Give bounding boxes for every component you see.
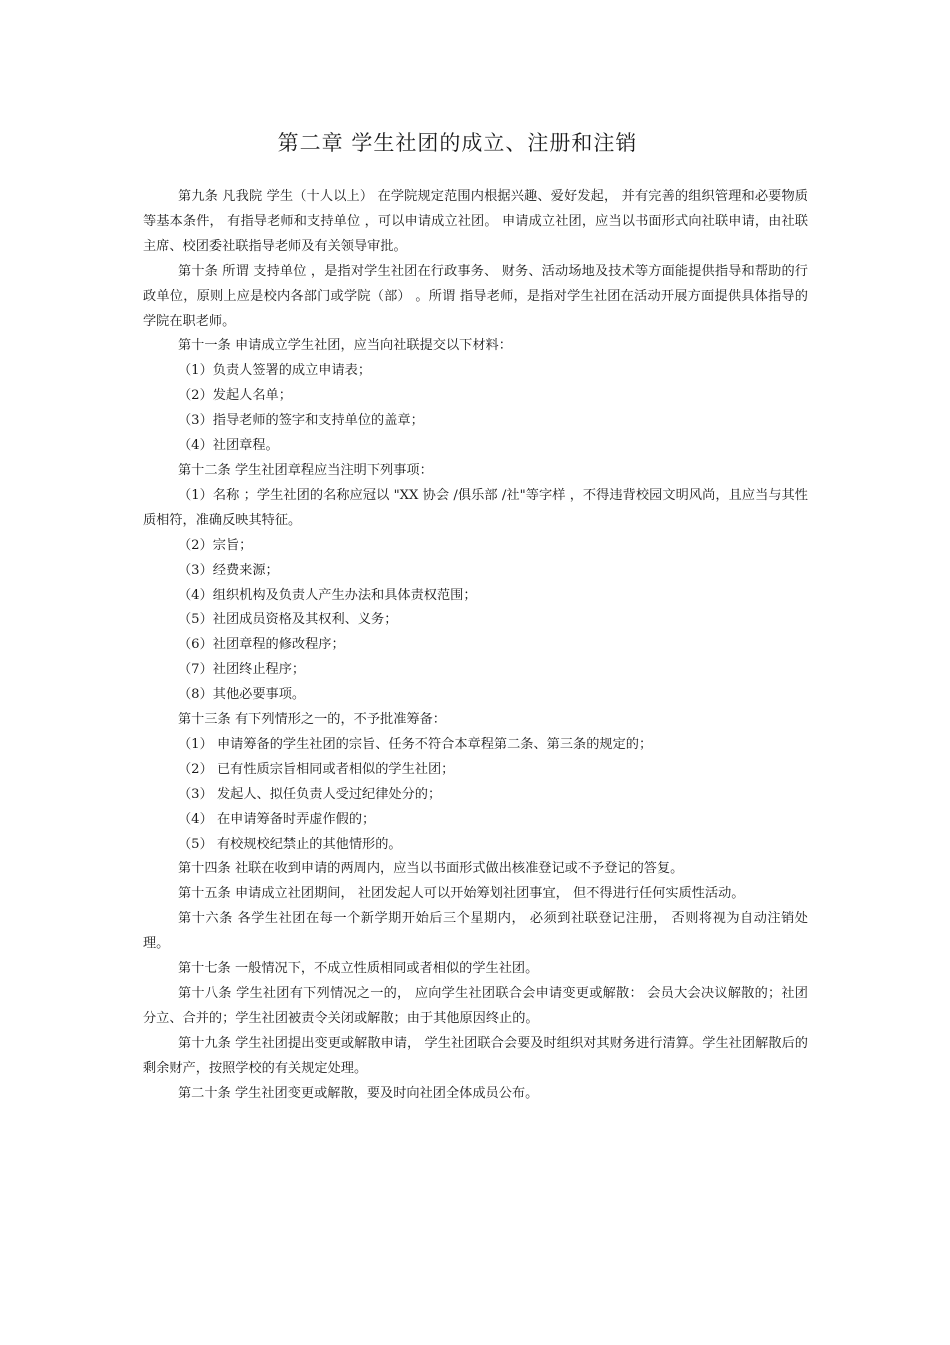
list-item: （4） 在申请筹备时弄虚作假的； <box>178 811 376 827</box>
article-18: 第十八条 学生社团有下列情况之一的， 应向学生社团联合会申请变更或解散： 会员大会决议解散的；社团分立、合并的；学生社团被责令关闭或解散；由于其他原因终止的。 <box>143 986 808 1026</box>
chapter-title: 第二章 学生社团的成立、注册和注销 <box>277 131 638 155</box>
list-item: （3） 发起人、拟任负责人受过纪律处分的； <box>178 786 442 802</box>
article-9: 第九条 凡我院 学生（十人以上） 在学院规定范围内根据兴趣、爱好发起， 并有完善的组织管理和必要物质等基本条件， 有指导老师和支持单位 ，可以申请成立社团。 申请成立社团，应当以书面形式向社联申请，由社联主席、校团委社联指导老师及有关领导审批。 <box>143 189 808 254</box>
article-20: 第二十条 学生社团变更或解散，要及时向社团全体成员公布。 <box>178 1085 539 1101</box>
list-item: （3）经费来源； <box>178 562 279 578</box>
list-item: （7）社团终止程序； <box>178 662 306 678</box>
list-item: （1） 申请筹备的学生社团的宗旨、任务不符合本章程第二条、第三条的规定的； <box>178 736 653 752</box>
list-item: （4）社团章程。 <box>178 438 279 454</box>
article-13: 第十三条 有下列情形之一的，不予批准筹备： <box>178 712 446 728</box>
article-19: 第十九条 学生社团提出变更或解散申请， 学生社团联合会要及时组织对其财务进行清算。学生社团解散后的剩余财产，按照学校的有关规定处理。 <box>143 1035 808 1076</box>
list-item: （4）组织机构及负责人产生办法和具体责权范围； <box>178 587 477 603</box>
article-14: 第十四条 社联在收到申请的两周内，应当以书面形式做出核准登记或不予登记的答复。 <box>178 861 684 877</box>
article-15: 第十五条 申请成立社团期间， 社团发起人可以开始筹划社团事宜， 但不得进行任何实质性活动。 <box>178 886 745 902</box>
list-item: （6）社团章程的修改程序； <box>178 637 345 653</box>
list-item: （2） 已有性质宗旨相同或者相似的学生社团； <box>178 761 455 777</box>
list-item: （2）发起人名单； <box>178 388 292 404</box>
list-item: （5） 有校规校纪禁止的其他情形的。 <box>178 836 402 852</box>
article-17: 第十七条 一般情况下，不成立性质相同或者相似的学生社团。 <box>178 961 539 977</box>
list-item: （1）负责人签署的成立申请表； <box>178 363 372 379</box>
article-10: 第十条 所谓 支持单位 ，是指对学生社团在行政事务、 财务、活动场地及技术等方面能提供指导和帮助的行政单位，原则上应是校内各部门或学院（部） 。所谓 指导老师，是指对学生社团在活动开展方面提供具体指导的学院在职老师。 <box>143 263 808 329</box>
list-item: （3）指导老师的签字和支持单位的盖章； <box>178 413 424 429</box>
list-item: （5）社团成员资格及其权利、义务； <box>178 612 398 628</box>
article-16: 第十六条 各学生社团在每一个新学期开始后三个星期内， 必须到社联登记注册， 否则将视为自动注销处理。 <box>143 911 808 952</box>
list-item: （2）宗旨； <box>178 537 253 553</box>
article-12: 第十二条 学生社团章程应当注明下列事项： <box>178 462 433 478</box>
article-11: 第十一条 申请成立学生社团，应当向社联提交以下材料： <box>178 338 512 354</box>
list-item: （1）名称 ；学生社团的名称应冠以 "XX 协会 /俱乐部 /社"等字样 ，不得违背校园文明风尚，且应当与其性质相符，准确反映其特征。 <box>143 487 808 528</box>
chapter-body <box>143 185 808 1107</box>
list-item: （8）其他必要事项。 <box>178 687 306 703</box>
